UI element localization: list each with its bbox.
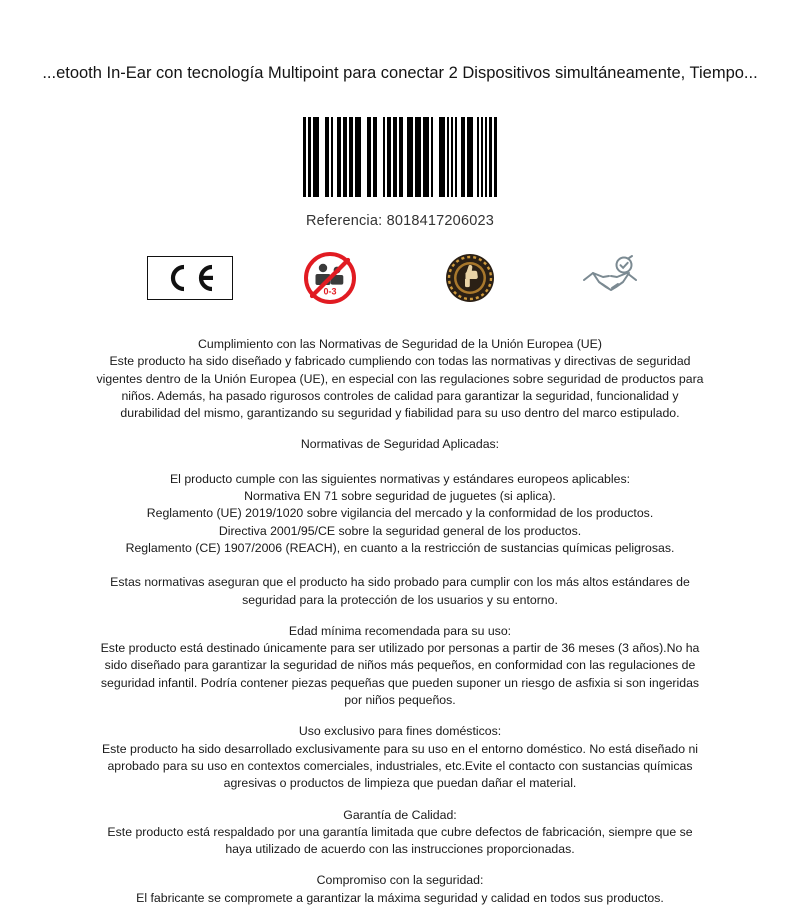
quality-medal-cell — [427, 248, 513, 308]
legal-section-domestic-use — [50, 723, 750, 792]
legal-spacer — [50, 454, 750, 471]
legal-line: aprobado para su uso en contextos comerciales, industriales, etc.Evite el contacto con sustancias químicas — [107, 758, 693, 773]
legal-line: por niños pequeños. — [344, 693, 456, 708]
legal-section-safety-commitment — [50, 872, 750, 907]
legal-spacer — [50, 557, 750, 574]
legal-line: Directiva 2001/95/CE sobre la seguridad general de los productos. — [218, 523, 582, 538]
legal-section-minimum-age — [50, 623, 750, 709]
legal-line: Este producto está respaldado por una garantía limitada que cubre defectos de fabricación, siempre que se — [107, 824, 693, 839]
certification-icon-row — [0, 248, 800, 308]
legal-line: Este producto está destinado únicamente para ser utilizado por personas a partir de 36 meses (3 años).No ha — [100, 641, 700, 656]
ce-mark-cell — [147, 248, 233, 308]
legal-line: Este producto ha sido desarrollado exclusivamente para su uso en el entorno doméstico. No está diseñado ni — [101, 741, 699, 756]
legal-section-heading: Garantía de Calidad: — [343, 807, 457, 822]
legal-line: Reglamento (UE) 2019/1020 sobre vigilancia del mercado y la conformidad de los productos. — [146, 506, 654, 521]
product-title: ...etooth In-Ear con tecnología Multipoint para conectar 2 Dispositivos simultáneamente, Tiempo... — [42, 64, 758, 82]
legal-line: El producto cumple con las siguientes normativas y estándares europeos aplicables: — [169, 471, 631, 486]
legal-section-heading: Edad mínima recomendada para su uso: — [288, 623, 512, 638]
legal-line: sido diseñado para garantizar la seguridad de niños más pequeños, en conformidad con las regulaciones de — [104, 658, 696, 673]
ce-mark-icon — [147, 256, 233, 300]
legal-line: El fabricante se compromete a garantizar la máxima seguridad y calidad en todos sus productos. — [136, 890, 664, 905]
barcode-block — [0, 117, 800, 229]
legal-section-eu-compliance — [50, 336, 750, 422]
legal-line: Reglamento (CE) 1907/2006 (REACH), en cuanto a la restricción de sustancias químicas peligrosas. — [125, 540, 675, 555]
legal-section-applied-standards — [50, 436, 750, 608]
legal-line: seguridad infantil. Podría contener piezas pequeñas que pueden suponer un riesgo de asfixia si son ingeridas — [100, 675, 700, 690]
svg-text:0-3: 0-3 — [323, 286, 337, 297]
legal-line: Este producto ha sido diseñado y fabricado cumpliendo con todas las normativas y directivas de seguridad — [109, 354, 691, 369]
legal-line: niños. Además, ha pasado rigurosos controles de calidad para garantizar la seguridad, funcionalidad y — [121, 388, 679, 403]
legal-line: Estas normativas aseguran que el producto ha sido probado para cumplir con los más altos estándares de — [110, 575, 690, 590]
legal-line: seguridad para la protección de los usuarios y su entorno. — [242, 592, 558, 607]
legal-line: vigentes dentro de la Unión Europea (UE), en especial con las regulaciones sobre seguridad de productos para — [96, 371, 704, 386]
handshake-guarantee-cell — [567, 248, 653, 308]
handshake-guarantee-icon — [580, 254, 640, 302]
legal-section-heading: Normativas de Seguridad Aplicadas: — [300, 437, 500, 452]
legal-line: agresivas o productos de limpieza que puedan dañar el material. — [223, 776, 577, 791]
age-restriction-cell — [287, 248, 373, 308]
barcode-image — [303, 117, 497, 197]
barcode-reference-label: Referencia: 8018417206023 — [305, 213, 494, 229]
legal-section-quality-warranty — [50, 807, 750, 859]
legal-section-heading: Compromiso con la seguridad: — [316, 873, 484, 888]
legal-section-heading: Uso exclusivo para fines domésticos: — [298, 724, 502, 739]
legal-line: haya utilizado de acuerdo con las instrucciones proporcionadas. — [225, 842, 575, 857]
age-restriction-0-3-icon — [303, 251, 357, 305]
legal-line: Normativa EN 71 sobre seguridad de juguetes (si aplica). — [244, 489, 556, 504]
legal-text-body — [50, 336, 750, 907]
legal-section-heading: Cumplimiento con las Normativas de Seguridad de la Unión Europea (UE) — [198, 337, 602, 351]
barcode-bar — [494, 117, 497, 197]
legal-line: durabilidad del mismo, garantizando su seguridad y fiabilidad para su uso dentro del marco estipulado. — [120, 406, 680, 421]
quality-medal-icon — [443, 251, 497, 305]
